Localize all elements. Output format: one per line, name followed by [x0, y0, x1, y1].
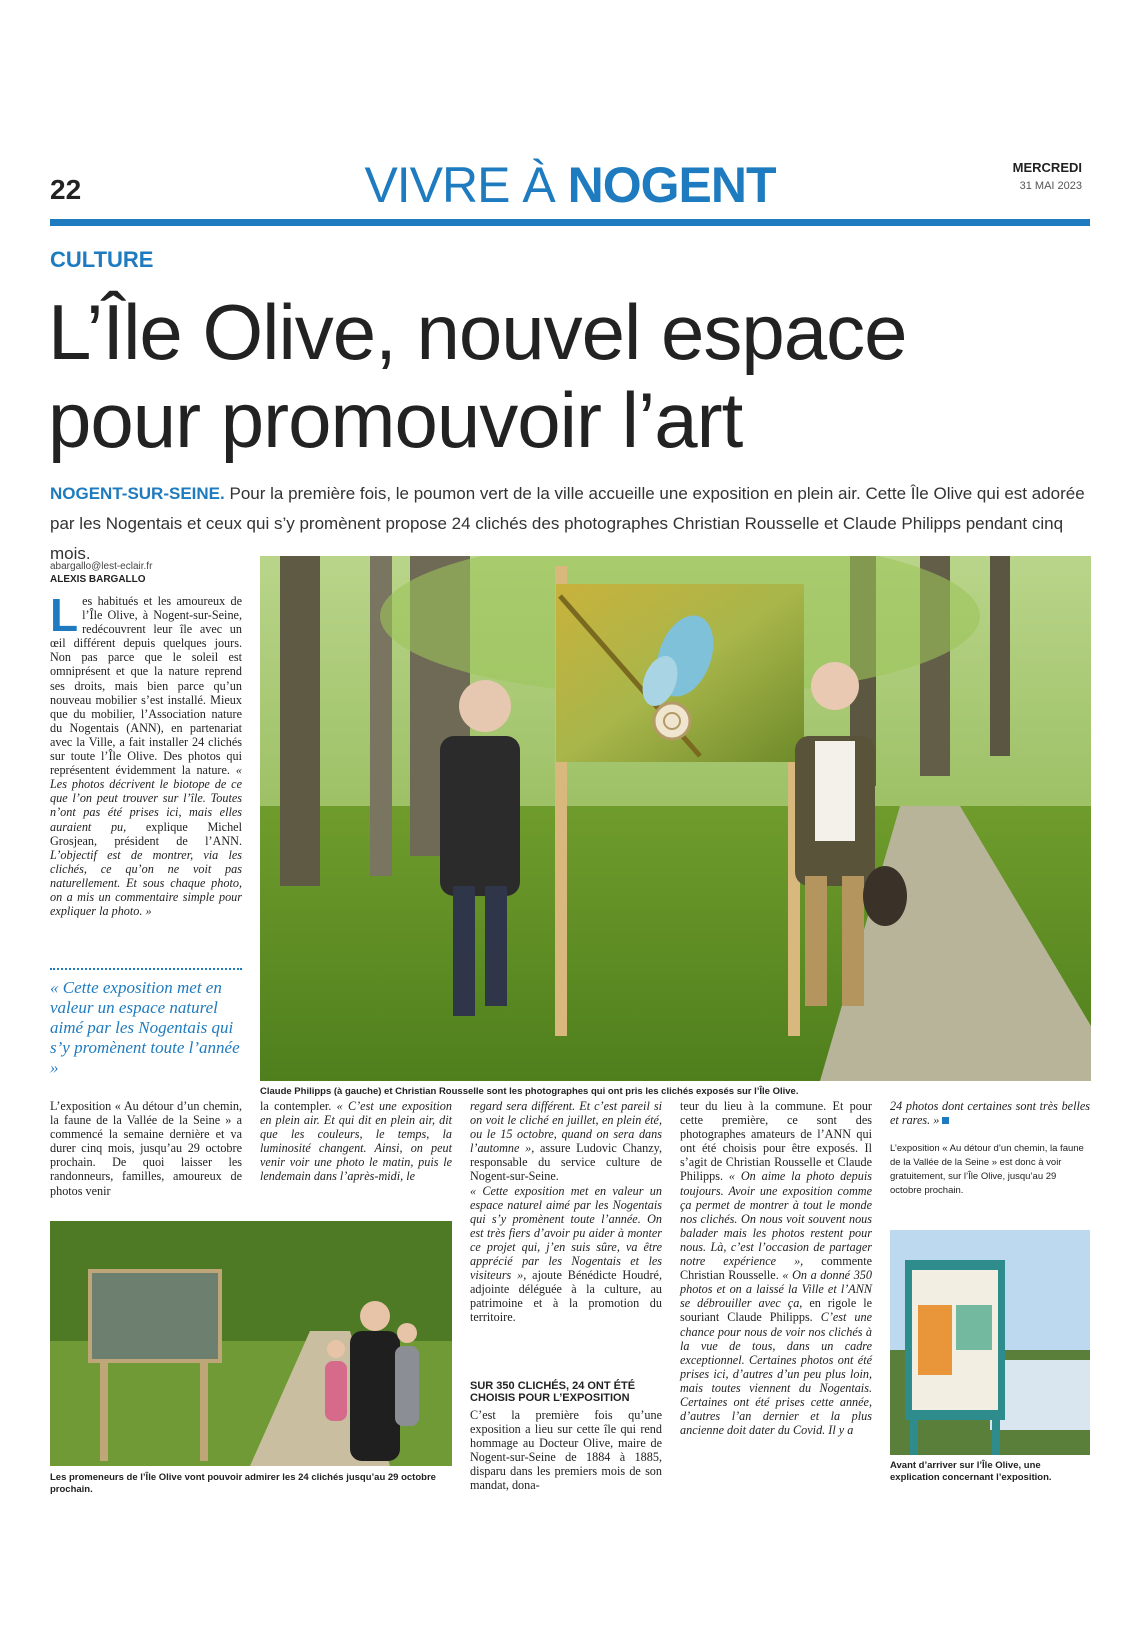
- section-title: [0, 156, 1140, 214]
- page-number: 22: [50, 174, 82, 205]
- kicker: CULTURE: [50, 247, 154, 272]
- main-photo: [260, 556, 1091, 1081]
- headline-line-1: L’Île Olive, nouvel espace: [48, 288, 907, 376]
- lede-place: NOGENT-SUR-SEINE.: [50, 484, 225, 503]
- pull-quote-rule: [50, 968, 242, 970]
- column-2: [260, 1099, 452, 1184]
- col4-text-3: en rigole le souriant Claude Philipps.: [680, 1296, 873, 1325]
- section-title-light: VIVRE À: [364, 157, 555, 213]
- column-4: [680, 1099, 872, 1437]
- headline: [48, 288, 1048, 464]
- header-rule: [50, 219, 1090, 226]
- main-photo-caption: Claude Philipps (à gauche) et Christian Rousselle sont les photographes qui ont pris les clichés exposés sur l’Île Olive.: [260, 1086, 799, 1097]
- col3-quote-2: « Cette exposition met en valeur un espace naturel aimé par les Nogentais qui s’y promènent toute l’année. On est très fiers d’avoir pu aider à monter ce projet qui, j’en suis sûre, va être apprécié par les Nogentais et les visiteurs »,: [470, 1183, 662, 1283]
- exhibition-info: L’exposition « Au détour d’un chemin, la faune de la Vallée de la Seine » est donc à voir gratuitement, sur l’Île Olive, jusqu’au 29 octobre prochain.: [890, 1143, 1084, 1196]
- headline-line-2: pour promouvoir l’art: [48, 376, 743, 464]
- col3-text: assure Ludovic Chanzy, responsable du service culture de Nogent-sur-Seine.: [470, 1141, 662, 1184]
- walkers-photo: [50, 1221, 452, 1466]
- col3-text-2: ajoute Bénédicte Houdré, adjointe déléguée à la culture, au patrimoine et à la promotion du territoire.: [470, 1268, 662, 1325]
- pull-quote: « Cette exposition met en valeur un espace naturel aimé par les Nogentais qui s’y promènent toute l’année »: [50, 978, 240, 1077]
- subhead: SUR 350 CLICHÉS, 24 ONT ÉTÉ CHOISIS POUR L’EXPOSITION: [470, 1380, 636, 1404]
- column-1: [50, 589, 242, 919]
- col3-quote: regard sera différent. Et c’est pareil si on voit le cliché en juillet, en plein été, ou le 15 octobre, quand on sera dans l’automne »,: [470, 1099, 662, 1156]
- col5-quote: 24 photos dont certaines sont très belles et rares. »: [890, 1099, 1090, 1128]
- col2-quote: « C’est une exposition en plein air. Et qui dit en plein air, dit que les couleurs, le temps, la luminosité changent. Ainsi, on peut venir voir une photo le matin, puis le lendemain dans l’après-midi, le: [260, 1099, 452, 1184]
- lede-text: Pour la première fois, le poumon vert de la ville accueille une exposition en plein air. Cette Île Olive qui est adorée par les Nogentais et ceux qui s’y promènent propose 24 clichés des photographes Christian Rousselle et Claude Philipps pendant cinq mois.: [50, 484, 1085, 563]
- col1-attribution: explique Michel Grosjean, président de l’ANN.: [50, 819, 242, 848]
- col4-quote-3: C’est une chance pour nous de voir nos clichés à la vue de tous, dans un cadre exceptionnel. Certaines photos ont été prises ici, d’autres d’un peu plus loin, mais toutes viennent du Nogentais. Certaines ont été prises cette année, d’autres l’an dernier et la plus ancienne doit dater du Covid. Il y a: [680, 1310, 872, 1438]
- col1-paragraph: es habitués et les amoureux de l’Île Olive, à Nogent-sur-Seine, redécouvrent leur île avec un œil différent depuis quelques jours. Non pas parce que le soleil est omniprésent et que la nature reprend ses droits, mais bien parce qu’un nouveau mobilier s’est installé. Mieux que du mobilier, l’Association nature du Nogentais (ANN), en partenariat avec la Ville, a fait installer 24 clichés sur toute l’Île Olive. Des photos qui représentent évidemment la nature.: [50, 594, 242, 778]
- walkers-photo-illustration: [50, 1221, 452, 1466]
- col1-quote: « Les photos décrivent le biotope de ce que l’on peut trouver sur l’île. Toutes n’ont pas été prises ici, mais elles auraient pu,: [50, 763, 242, 834]
- column-3-continued: C’est la première fois qu’une exposition a lieu sur cette île qui rend hommage au Docteur Olive, maire de Nogent-sur-Seine de 1884 à 1885, disparu dans les premiers mois de son mandat, dona-: [470, 1408, 662, 1493]
- sign-photo-caption: Avant d’arriver sur l’Île Olive, une explication concernant l’exposition.: [890, 1460, 1052, 1483]
- col4-quote: « On aime la photo depuis toujours. Avoir une exposition comme ça permet de montrer à tout le monde nos clichés. On nous voit souvent nous balader mais les photos restent pour nous. Là, c’est l’occasion de partager notre expérience »,: [680, 1169, 872, 1269]
- col4-text-2: commente Christian Rousselle.: [680, 1254, 872, 1283]
- column-5: [890, 1099, 1090, 1127]
- author-email: abargallo@lest-eclair.fr: [50, 561, 153, 572]
- main-photo-illustration: [260, 556, 1091, 1081]
- issue-day: MERCREDI: [1012, 160, 1082, 175]
- col4-quote-2: « On a donné 350 photos et on a laissé la Ville et l’ANN se débrouiller avec ça,: [680, 1268, 872, 1311]
- sign-photo-illustration: [890, 1230, 1090, 1455]
- walkers-photo-caption: Les promeneurs de l’Île Olive vont pouvoir admirer les 24 clichés jusqu’au 29 octobre prochain.: [50, 1472, 436, 1495]
- end-mark: [942, 1117, 949, 1124]
- col2-text: la contempler.: [260, 1099, 332, 1113]
- section-title-bold: NOGENT: [567, 157, 776, 213]
- issue-date: 31 MAI 2023: [1019, 180, 1082, 192]
- column-3: [470, 1099, 662, 1325]
- sign-photo: [890, 1230, 1090, 1455]
- col4-text: teur du lieu à la commune. Et pour cette première, ce sont des photographes amateurs de l’ANN qui ont été choisis pour être exposés. Il s’agit de Christian Rousselle et Claude Philipps.: [680, 1099, 872, 1184]
- col1-quote-2: L’objectif est de montrer, via les clichés, ce qu’on ne voit pas naturellement. Et sous chaque photo, on a mis un commentaire simple pour expliquer la photo. »: [50, 847, 242, 919]
- author-name: ALEXIS BARGALLO: [50, 574, 146, 585]
- column-1-continued: L’exposition « Au détour d’un chemin, la faune de la Vallée de la Seine » a commencé la semaine dernière et va durer cinq mois, jusqu’au 29 octobre prochain. De quoi laisser les randonneurs, familles, amoureux de photos venir: [50, 1099, 242, 1198]
- drop-cap: L: [50, 589, 79, 641]
